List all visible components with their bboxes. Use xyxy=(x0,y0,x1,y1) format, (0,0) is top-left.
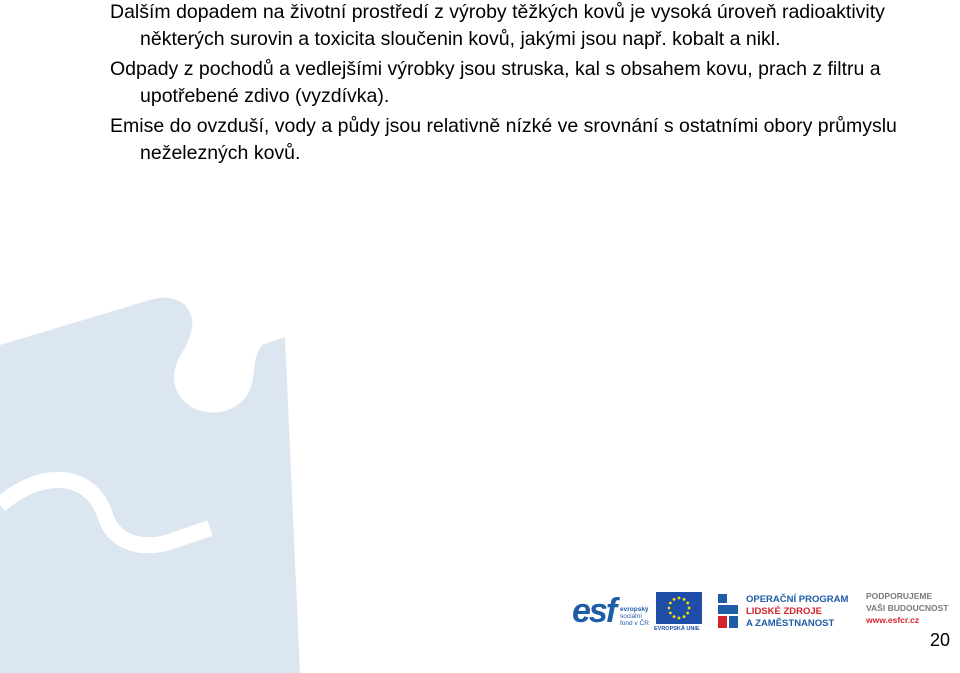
puzzle-knob xyxy=(58,548,162,652)
op-line-2: LIDSKÉ ZDROJE xyxy=(746,606,823,617)
op-line-3: A ZAMĚSTNANOST xyxy=(746,618,835,629)
eu-flag-icon xyxy=(656,592,702,624)
eu-star xyxy=(688,607,691,610)
op-figure-icon xyxy=(716,592,740,630)
op-caption xyxy=(746,594,848,630)
esf-caption xyxy=(620,606,649,627)
eu-star xyxy=(669,602,672,605)
esf-logo xyxy=(570,586,650,632)
eu-caption: EVROPSKÁ UNIE xyxy=(654,626,700,632)
support-line-1: PODPORUJEME xyxy=(866,591,933,601)
eu-logo xyxy=(656,592,702,634)
eu-star xyxy=(673,598,676,601)
eu-star xyxy=(678,597,681,600)
support-slogan xyxy=(866,590,949,626)
eu-star xyxy=(686,602,689,605)
paragraph-2: Odpady z pochodů a vedlejšími výrobky jsou struska, kal s obsahem kovu, prach z filtru a upotřebené zdivo (vyzdívka). xyxy=(110,58,881,107)
eu-star xyxy=(678,617,681,620)
esf-caption-line-3: fond v ČR xyxy=(620,620,649,627)
page-number: 20 xyxy=(930,630,951,650)
op-line-1: OPERAČNÍ PROGRAM xyxy=(746,594,849,605)
eu-star xyxy=(686,612,689,615)
support-line-2: VAŠI BUDOUCNOST xyxy=(866,603,949,613)
slide-body xyxy=(110,0,930,170)
eu-star xyxy=(673,615,676,618)
support-url[interactable]: www.esfcr.cz xyxy=(866,615,920,625)
esf-mark: esf xyxy=(572,592,616,630)
footer-logos xyxy=(570,586,960,636)
eu-star xyxy=(668,607,671,610)
op-logo xyxy=(716,592,856,634)
esf-caption-line-2: sociální xyxy=(620,613,643,620)
paragraph-3: Emise do ovzduší, vody a půdy jsou relativně nízké ve srovnání s ostatními obory průmyslu neželezných kovů. xyxy=(110,115,897,164)
eu-star xyxy=(669,612,672,615)
esf-caption-line-1: evropský xyxy=(620,606,649,613)
eu-star xyxy=(683,615,686,618)
paragraph-1: Dalším dopadem na životní prostředí z výroby těžkých kovů je vysoká úroveň radioaktivity některých surovin a toxicita sloučenin kovů, jakými jsou např. kobalt a nikl. xyxy=(110,1,885,50)
eu-star xyxy=(683,598,686,601)
